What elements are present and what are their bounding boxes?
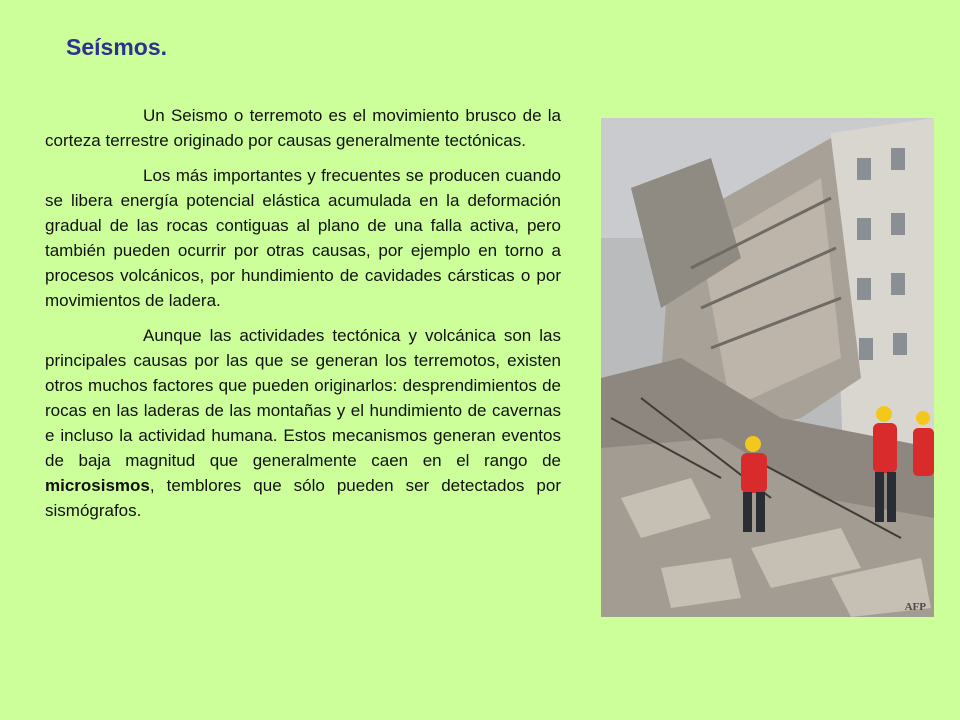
earthquake-rubble-photo: [601, 118, 934, 617]
body-text: [45, 103, 561, 533]
paragraph-other-factors-end: , temblores que sólo pueden ser detectados por sismógrafos.: [45, 476, 561, 520]
paragraph-other-factors-start: Aunque las actividades tectónica y volcánica son las principales causas por las que se generan los terremotos, existen otros muchos factores que pueden originarlos: desprendimientos de rocas en las laderas de las montañas y el hundimiento de cavernas e incluso la actividad humana. Estos mecanismos generan eventos de baja magnitud que generalmente caen en el rango de: [45, 326, 561, 470]
slide-title: Seísmos.: [66, 34, 167, 60]
paragraph-other-factors: [45, 323, 561, 523]
photo-credit: AFP: [904, 601, 926, 613]
paragraph-definition: Un Seismo o terremoto es el movimiento brusco de la corteza terrestre originado por causas generalmente tectónicas.: [45, 106, 561, 150]
collapsed-building-illustration: [601, 118, 934, 617]
microsismos-term: microsismos: [45, 476, 150, 495]
paragraph-causes: Los más importantes y frecuentes se producen cuando se libera energía potencial elástica acumulada en la deformación gradual de las rocas contiguas al plano de una falla activa, pero también pueden ocurrir por otras causas, por ejemplo en torno a procesos volcánicos, por hundimiento de cavidades cársticas o por movimientos de ladera.: [45, 166, 561, 310]
